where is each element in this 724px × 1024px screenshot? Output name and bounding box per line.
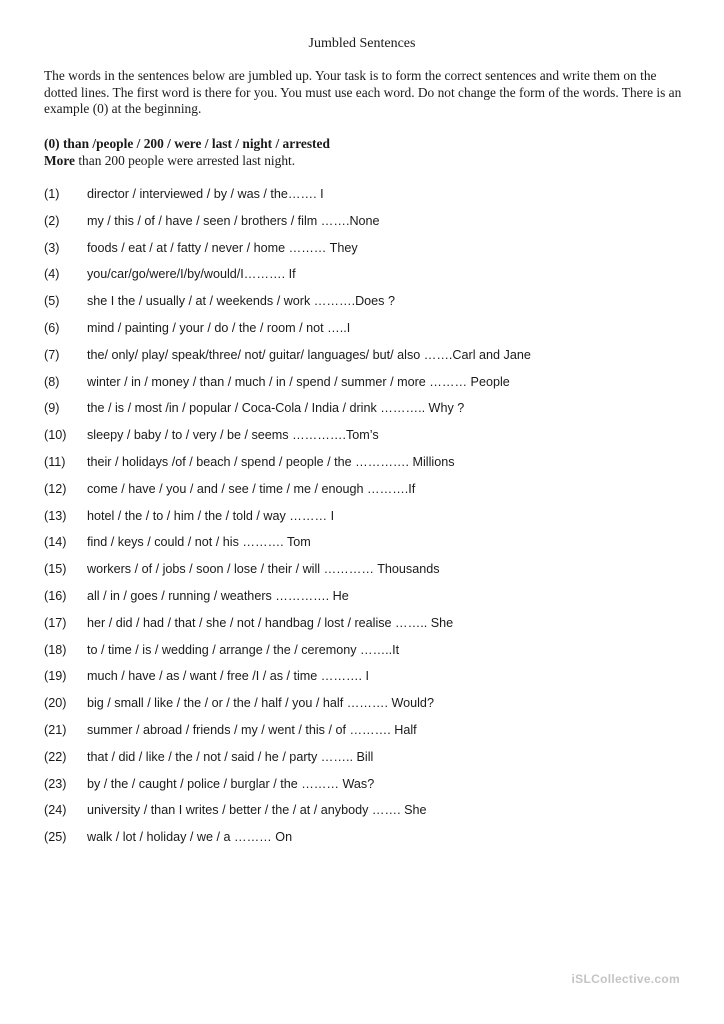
- item-text: you/car/go/were/I/by/would/I………. If: [87, 267, 296, 282]
- item-text: my / this / of / have / seen / brothers / film …….None: [87, 213, 380, 228]
- item-number: (6): [44, 320, 60, 335]
- list-item: [44, 667, 684, 694]
- item-text: find / keys / could / not / his ………. Tom: [87, 535, 311, 550]
- item-text: hotel / the / to / him / the / told / way ……… I: [87, 508, 335, 523]
- item-number: (1): [44, 187, 60, 201]
- item-text: by / the / caught / police / burglar / the ……… Was?: [87, 776, 375, 791]
- list-item: [44, 426, 684, 453]
- item-number: (19): [44, 669, 67, 684]
- item-text: their / holidays /of / beach / spend / people / the …………. Millions: [87, 454, 455, 469]
- list-item: [44, 319, 684, 346]
- item-number: (14): [44, 535, 67, 550]
- list-item: [44, 480, 684, 507]
- list-item: [44, 507, 684, 534]
- list-item: [44, 453, 684, 480]
- item-number: (21): [44, 722, 67, 737]
- item-number: (5): [44, 294, 60, 309]
- list-item: [44, 399, 684, 426]
- item-text: big / small / like / the / or / the / half / you / half ………. Would?: [87, 696, 434, 711]
- item-text: workers / of / jobs / soon / lose / their / will ………… Thousands: [87, 562, 440, 577]
- item-number: (9): [44, 401, 60, 416]
- item-text: she I the / usually / at / weekends / work ……….Does ?: [87, 294, 395, 309]
- item-text: director / interviewed / by / was / the……. I: [87, 187, 324, 201]
- item-number: (3): [44, 240, 60, 255]
- site-logo: iSLCollective.com: [571, 972, 680, 986]
- list-item: [44, 775, 684, 802]
- list-item: [44, 239, 684, 266]
- example-answer-first-word: More: [44, 152, 75, 168]
- list-item: [44, 533, 684, 560]
- item-text: that / did / like / the / not / said / he / party …….. Bill: [87, 749, 374, 764]
- list-item: [44, 560, 684, 587]
- list-item: [44, 694, 684, 721]
- item-text: winter / in / money / than / much / in / spend / summer / more ……… People: [87, 374, 510, 389]
- item-text: come / have / you / and / see / time / me / enough ……….If: [87, 481, 416, 496]
- item-text: the/ only/ play/ speak/three/ not/ guitar/ languages/ but/ also …….Carl and Jane: [87, 347, 531, 362]
- item-number: (12): [44, 481, 67, 496]
- item-text: to / time / is / wedding / arrange / the / ceremony ……..It: [87, 642, 400, 657]
- example-block: [44, 136, 684, 169]
- item-text: the / is / most /in / popular / Coca-Cola / India / drink ……….. Why ?: [87, 401, 465, 416]
- item-text: walk / lot / holiday / we / a ……… On: [87, 830, 293, 845]
- list-item: [44, 721, 684, 748]
- item-number: (18): [44, 642, 67, 657]
- item-number: (24): [44, 803, 67, 818]
- item-text: mind / painting / your / do / the / room / not …..I: [87, 320, 351, 335]
- instructions-paragraph: The words in the sentences below are jumbled up. Your task is to form the correct sentences and write them on the dotted lines. The first word is there for you. You must use each word. Do not change the form of the words. There is an example (0) at the beginning.: [44, 68, 682, 116]
- sentence-list: [44, 185, 684, 855]
- item-number: (10): [44, 428, 67, 443]
- list-item: [44, 614, 684, 641]
- item-number: (17): [44, 615, 67, 630]
- list-item: [44, 748, 684, 775]
- list-item: [44, 346, 684, 373]
- list-item: [44, 641, 684, 668]
- page-title: Jumbled Sentences: [308, 36, 416, 51]
- item-text: sleepy / baby / to / very / be / seems ………….Tom’s: [87, 428, 379, 443]
- list-item: [44, 265, 684, 292]
- item-number: (16): [44, 588, 67, 603]
- list-item: [44, 292, 684, 319]
- item-number: (15): [44, 562, 67, 577]
- item-number: (22): [44, 749, 67, 764]
- item-text: much / have / as / want / free /I / as / time ………. I: [87, 669, 370, 684]
- item-text: university / than I writes / better / the / at / anybody ……. She: [87, 803, 427, 818]
- list-item: [44, 185, 684, 212]
- list-item: [44, 587, 684, 614]
- list-item: [44, 212, 684, 239]
- example-answer: [44, 153, 684, 170]
- item-number: (4): [44, 267, 60, 282]
- item-text: foods / eat / at / fatty / never / home ……… They: [87, 240, 358, 255]
- item-number: (25): [44, 830, 67, 845]
- item-text: her / did / had / that / she / not / handbag / lost / realise …….. She: [87, 615, 454, 630]
- item-text: summer / abroad / friends / my / went / this / of ………. Half: [87, 722, 417, 737]
- list-item: [44, 828, 684, 855]
- item-number: (23): [44, 776, 67, 791]
- item-number: (11): [44, 454, 66, 469]
- item-number: (7): [44, 347, 60, 362]
- item-number: (2): [44, 213, 60, 228]
- list-item: [44, 801, 684, 828]
- item-text: all / in / goes / running / weathers …………. He: [87, 588, 349, 603]
- list-item: [44, 373, 684, 400]
- example-answer-rest: than 200 people were arrested last night.: [74, 152, 296, 168]
- example-jumbled-sentence: (0) than /people / 200 / were / last / night / arrested: [44, 136, 330, 151]
- item-number: (20): [44, 696, 67, 711]
- item-number: (8): [44, 374, 60, 389]
- item-number: (13): [44, 508, 67, 523]
